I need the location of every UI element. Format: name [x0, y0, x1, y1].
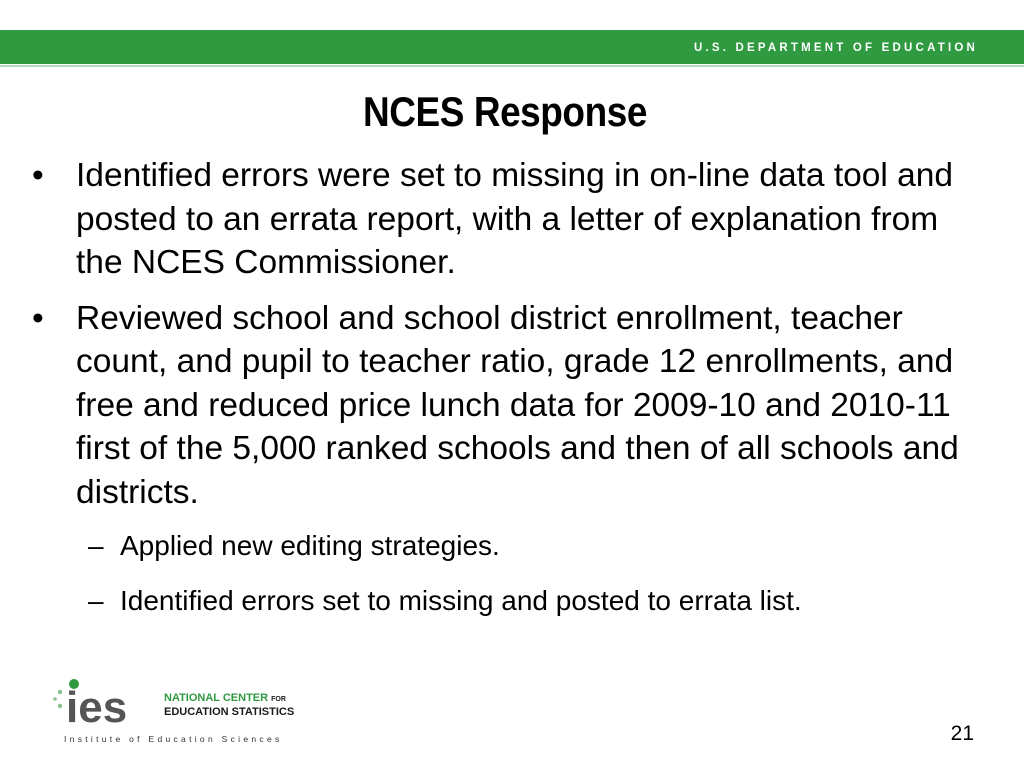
ies-logo [50, 676, 295, 748]
bullet-icon: • [32, 299, 44, 337]
bullet-text: Identified errors were set to missing in on-line data tool and posted to an errata report, with a letter of explanation from the NCES Commissioner. [76, 157, 954, 281]
page-number: 21 [950, 722, 974, 745]
slide-title: NCES Response [363, 88, 647, 135]
sub-bullet-item [32, 581, 992, 621]
dash-icon: – [88, 530, 104, 561]
logo-tagline: Institute of Education Sciences [64, 734, 283, 744]
bullet-text: Reviewed school and school district enrollment, teacher count, and pupil to teacher ratio, grade 12 enrollments, and free and reduced price lunch data for 2009-10 and 2010-11 first of the 5,000 ranked schools and then of all schools and districts. [76, 299, 959, 511]
svg-text:ies: ies [66, 683, 128, 726]
agency-name: U.S. DEPARTMENT OF EDUCATION [693, 42, 978, 54]
bullet-item [32, 297, 992, 515]
header-divider [0, 65, 1024, 67]
bullet-icon: • [32, 157, 44, 194]
sub-bullet-text: Applied new editing strategies. [120, 530, 500, 561]
sub-bullet-text: Identified errors set to missing and posted to errata list. [120, 585, 802, 616]
bullet-item [32, 154, 992, 285]
dash-icon: – [88, 585, 104, 616]
logo-name: NATIONAL CENTER FOR EDUCATION STATISTICS [164, 692, 295, 718]
ies-logo-mark-icon [50, 676, 160, 726]
header-band [0, 30, 1024, 64]
sub-bullet-item [32, 526, 992, 566]
slide-content [32, 154, 992, 636]
